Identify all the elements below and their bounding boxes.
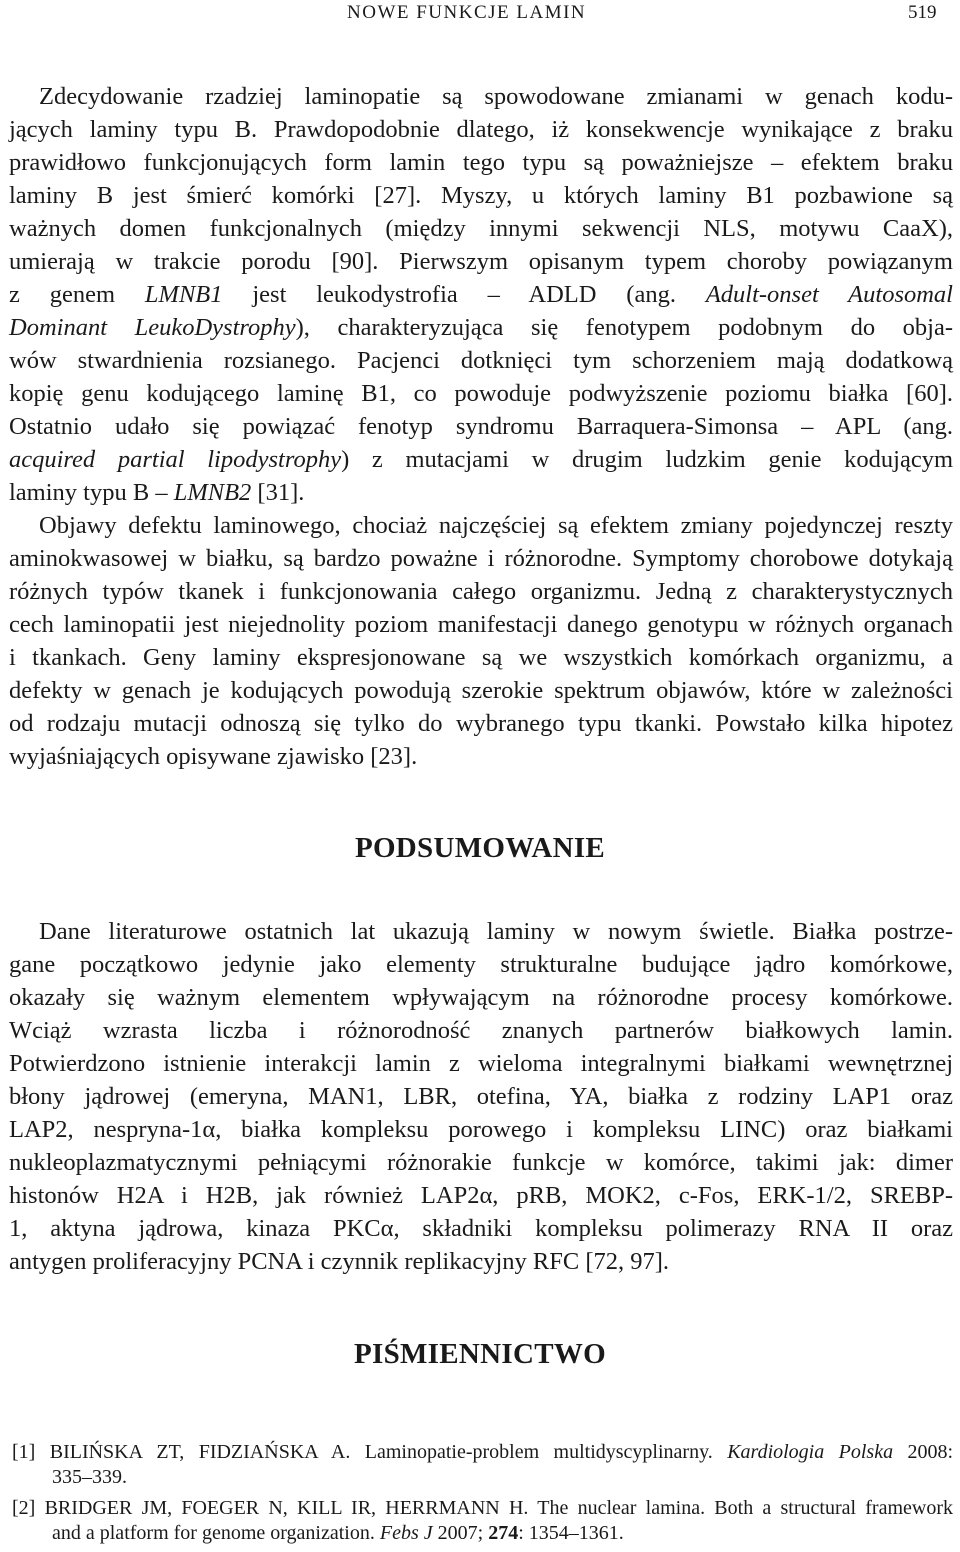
text-line: nukleoplazmatycznymi pełniącymi różnorakie funkcje w komórce, takimi jak: dimer xyxy=(9,1149,953,1176)
text-line: Dominant LeukoDystrophy), charakteryzująca się fenotypem podobnym do obja- xyxy=(9,314,953,341)
text-line: aminokwasowej w białku, są bardzo poważne i różnorodne. Symptomy chorobowe dotykają xyxy=(9,545,953,572)
text-line: gane początkowo jedynie jako elementy strukturalne budujące jądro komórkowe, xyxy=(9,951,953,978)
paragraph-3 xyxy=(9,915,953,1278)
running-title: NOWE FUNKCJE LAMIN xyxy=(347,2,587,23)
reference-item xyxy=(9,1496,953,1546)
text-line: z genem LMNB1 jest leukodystrofia – ADLD (ang. Adult-onset Autosomal xyxy=(9,281,953,308)
reference-line: [1] BILIŃSKA ZT, FIDZIAŃSKA A. Laminopatie-problem multidyscyplinarny. Kardiologia Polska 2008: xyxy=(12,1441,954,1463)
text-line: prawidłowo funkcjonujących form lamin tego typu są poważniejsze – efektem braku xyxy=(9,149,953,176)
text-line: defekty w genach je kodujących powodują szerokie spektrum objawów, które w zależności xyxy=(9,677,953,704)
text-line: umierają w trakcie porodu [90]. Pierwszym opisanym typem choroby powiązanym xyxy=(9,248,953,275)
paragraph-1 xyxy=(9,80,953,509)
text-line: laminy typu B – LMNB2 [31]. xyxy=(9,479,305,506)
reference-line: and a platform for genome organization. Febs J 2007; 274: 1354–1361. xyxy=(52,1522,624,1544)
running-header xyxy=(0,0,960,30)
reference-item xyxy=(9,1440,953,1490)
text-line: Zdecydowanie rzadziej laminopatie są spowodowane zmianami w genach kodu- xyxy=(39,83,953,110)
text-line: Objawy defektu laminowego, chociaż najczęściej są efektem zmiany pojedynczej reszty xyxy=(39,512,953,539)
text-line: błony jądrowej (emeryna, MAN1, LBR, otefina, YA, białka z rodziny LAP1 oraz xyxy=(9,1083,953,1110)
section-heading-summary: PODSUMOWANIE xyxy=(354,832,606,864)
reference-line: 335–339. xyxy=(52,1466,127,1488)
text-line: wów stwardnienia rozsianego. Pacjenci dotknięci tym schorzeniem mają dodatkową xyxy=(9,347,953,374)
text-line: i tkankach. Geny laminy ekspresjonowane są we wszystkich komórkach organizmu, a xyxy=(9,644,953,671)
text-line: acquired partial lipodystrophy) z mutacjami w drugim ludzkim genie kodującym xyxy=(9,446,954,473)
text-line: kopię genu kodującego laminę B1, co powoduje podwyższenie poziomu białka [60]. xyxy=(9,380,953,407)
reference-list xyxy=(9,1440,953,1552)
text-line: Wciąż wzrasta liczba i różnorodność znanych partnerów białkowych lamin. xyxy=(9,1017,953,1044)
text-line: jących laminy typu B. Prawdopodobnie dlatego, iż konsekwencje wynikające z braku xyxy=(9,116,953,143)
text-line: ważnych domen funkcjonalnych (między innymi sekwencji NLS, motywu CaaX), xyxy=(9,215,953,242)
text-line: Ostatnio udało się powiązać fenotyp syndromu Barraquera-Simonsa – APL (ang. xyxy=(9,413,953,440)
text-line: cech laminopatii jest niejednolity poziom manifestacji danego genotypu w różnych organach xyxy=(9,611,953,638)
journal-name: Kardiologia Polska xyxy=(727,1441,894,1463)
text-line: okazały się ważnym elementem wpływającym na różnorodne procesy komórkowe. xyxy=(9,984,953,1011)
section-heading-references: PIŚMIENNICTWO xyxy=(353,1338,607,1370)
text-line: antygen proliferacyjny PCNA i czynnik replikacyjny RFC [72, 97]. xyxy=(9,1248,670,1275)
journal-name: Febs J xyxy=(379,1522,433,1544)
reference-line: [2] BRIDGER JM, FOEGER N, KILL IR, HERRMANN H. The nuclear lamina. Both a structural framework xyxy=(12,1497,954,1519)
text-line: wyjaśniających opisywane zjawisko [23]. xyxy=(9,743,418,770)
page-number: 519 xyxy=(908,2,937,23)
text-line: Dane literaturowe ostatnich lat ukazują laminy w nowym świetle. Białka postrze- xyxy=(39,918,953,945)
volume: 274 xyxy=(488,1522,519,1544)
paragraph-2 xyxy=(9,509,953,773)
text-line: laminy B jest śmierć komórki [27]. Myszy, u których laminy B1 pozbawione są xyxy=(9,182,953,209)
text-line: LAP2, nespryna-1α, białka kompleksu porowego i kompleksu LINC) oraz białkami xyxy=(9,1116,953,1143)
text-line: histonów H2A i H2B, jak również LAP2α, pRB, MOK2, c-Fos, ERK-1/2, SREBP- xyxy=(9,1182,953,1209)
text-line: od rodzaju mutacji odnoszą się tylko do wybranego typu tkanki. Powstało kilka hipotez xyxy=(9,710,953,737)
text-line: 1, aktyna jądrowa, kinaza PKCα, składniki kompleksu polimerazy RNA II oraz xyxy=(9,1215,953,1242)
text-line: Potwierdzono istnienie interakcji lamin z wieloma integralnymi białkami wewnętrznej xyxy=(9,1050,953,1077)
text-line: różnych typów tkanek i funkcjonowania całego organizmu. Jedną z charakterystycznych xyxy=(9,578,953,605)
